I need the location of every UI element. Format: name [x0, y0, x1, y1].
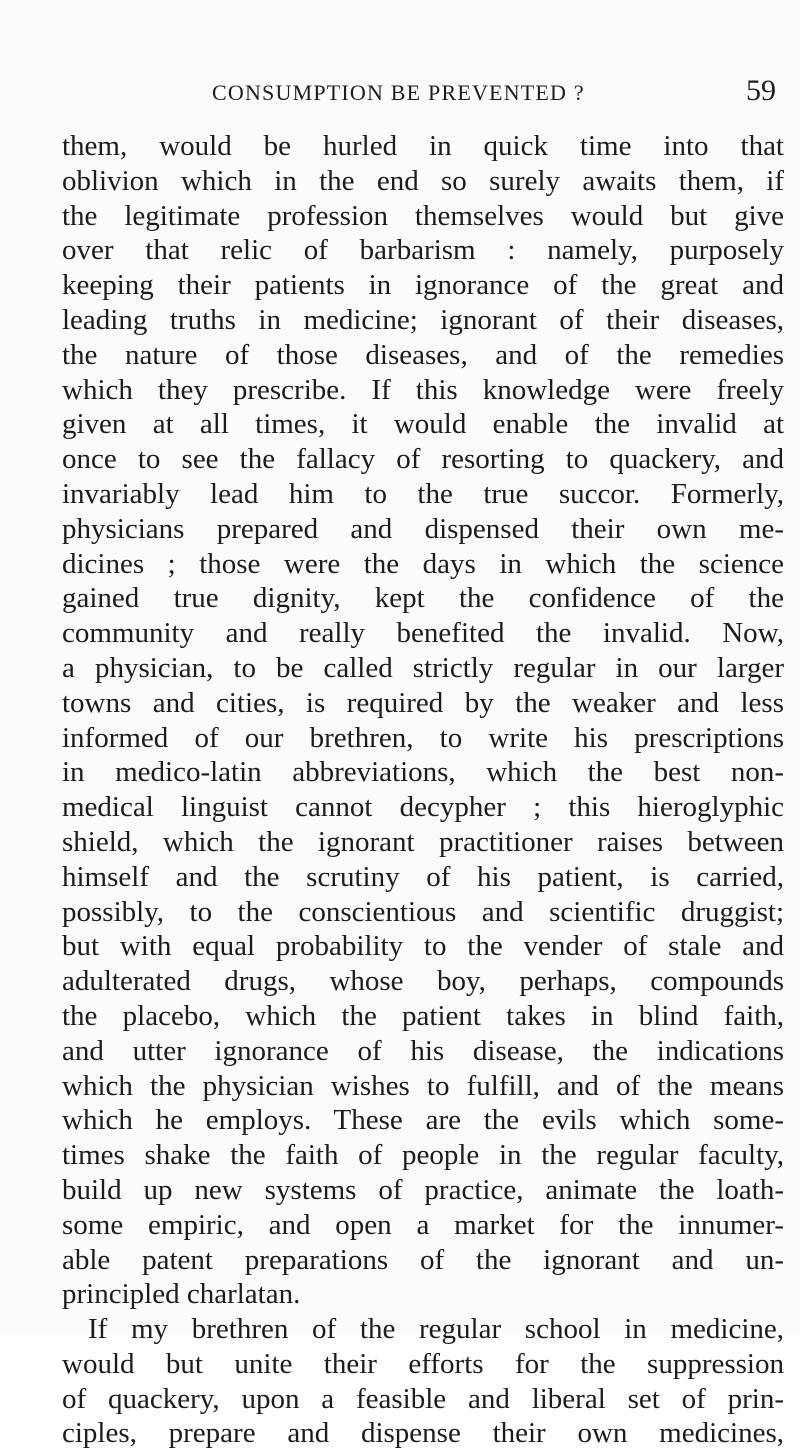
text-line: times shake the faith of people in the regular faculty,: [62, 1139, 784, 1172]
paragraph-end-line: principled charlatan.: [62, 1278, 301, 1311]
text-line: but with equal probability to the vender of stale and: [62, 930, 784, 963]
text-line: of quackery, upon a feasible and liberal set of prin-: [62, 1382, 784, 1415]
text-line: over that relic of barbarism : namely, purposely: [62, 234, 784, 267]
text-line: the placebo, which the patient takes in blind faith,: [62, 999, 784, 1032]
text-line: shield, which the ignorant practitioner raises between: [62, 825, 784, 858]
text-line: invariably lead him to the true succor. Formerly,: [62, 477, 784, 510]
text-line: build up new systems of practice, animate the loath-: [62, 1173, 784, 1206]
text-line: ciples, prepare and dispense their own medicines,: [62, 1417, 784, 1450]
text-line: medical linguist cannot decypher ; this hieroglyphic: [62, 791, 784, 824]
text-line: a physician, to be called strictly regular in our larger: [62, 651, 784, 684]
text-line: them, would be hurled in quick time into that: [62, 130, 784, 162]
text-line: some empiric, and open a market for the innumer-: [62, 1208, 784, 1241]
text-line: able patent preparations of the ignorant and un-: [62, 1243, 784, 1276]
text-line: and utter ignorance of his disease, the indications: [62, 1034, 784, 1067]
text-line: leading truths in medicine; ignorant of their diseases,: [62, 303, 784, 336]
text-line: once to see the fallacy of resorting to quackery, and: [62, 443, 784, 476]
text-line: adulterated drugs, whose boy, perhaps, compounds: [62, 965, 784, 998]
text-line: community and really benefited the invalid. Now,: [62, 617, 784, 650]
body-text: [62, 129, 784, 1451]
text-line: himself and the scrutiny of his patient, is carried,: [62, 860, 784, 893]
text-line: the nature of those diseases, and of the remedies: [62, 338, 784, 371]
text-line: towns and cities, is required by the weaker and less: [62, 686, 784, 719]
text-line: informed of our brethren, to write his prescriptions: [62, 721, 784, 754]
text-line: which he employs. These are the evils which some-: [62, 1104, 784, 1137]
text-line: which they prescribe. If this knowledge were freely: [62, 373, 784, 406]
page-number: 59: [746, 74, 776, 107]
text-line: keeping their patients in ignorance of the great and: [62, 269, 784, 302]
text-line: gained true dignity, kept the confidence of the: [62, 582, 784, 615]
text-line: dicines ; those were the days in which the science: [62, 547, 784, 580]
text-line: which the physician wishes to fulfill, and of the means: [62, 1069, 784, 1102]
paragraph-start-line: If my brethren of the regular school in medicine,: [88, 1313, 784, 1346]
running-title: CONSUMPTION BE PREVENTED ?: [212, 80, 585, 105]
text-line: physicians prepared and dispensed their own me-: [62, 512, 784, 545]
running-head: [62, 74, 784, 114]
text-line: possibly, to the conscientious and scientific druggist;: [62, 895, 784, 928]
text-line: given at all times, it would enable the invalid at: [62, 408, 784, 441]
text-line: oblivion which in the end so surely awaits them, if: [62, 164, 784, 197]
text-line: would but unite their efforts for the suppression: [62, 1347, 784, 1380]
text-line: in medico-latin abbreviations, which the best non-: [62, 756, 784, 789]
text-line: the legitimate profession themselves would but give: [62, 199, 784, 232]
